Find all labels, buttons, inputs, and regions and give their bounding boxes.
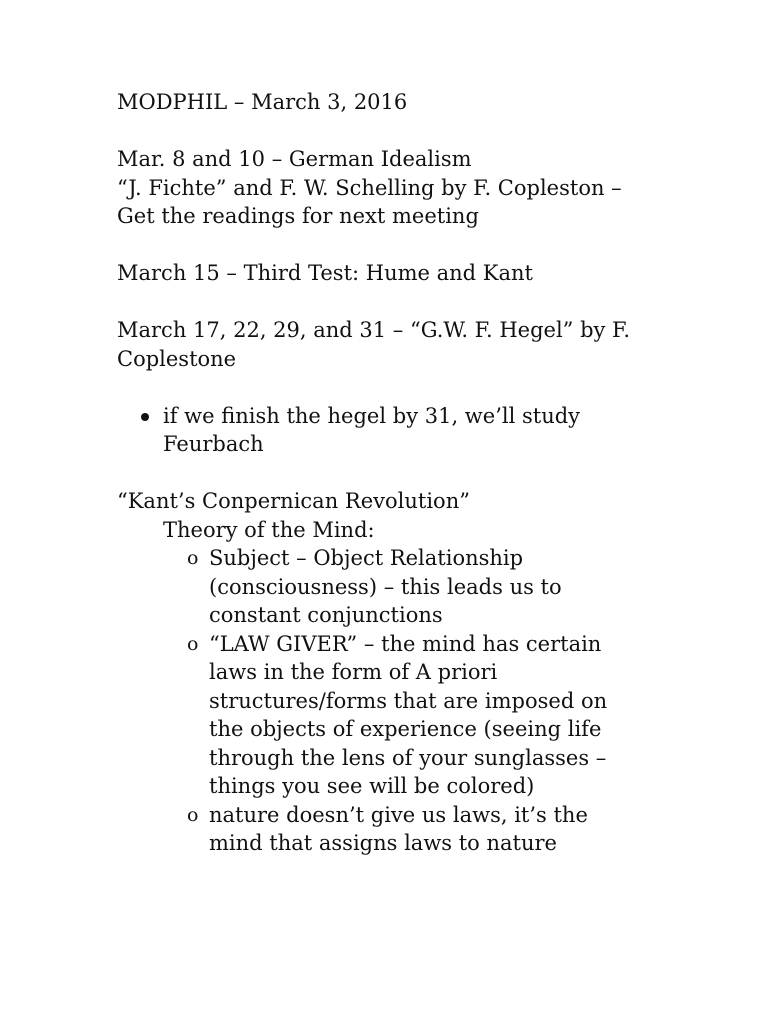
schedule-entry (117, 316, 677, 373)
sub-item-line: things you see will be colored) (209, 774, 535, 798)
sub-item-line: “LAW GIVER” – the mind has certain (209, 631, 602, 656)
sub-item-line: mind that assigns laws to nature (209, 831, 557, 855)
section-title: “Kant’s Conpernican Revolution” (117, 489, 470, 513)
hollow-circle-bullet-icon: o (187, 803, 199, 826)
bullet-item (117, 402, 677, 459)
schedule-entry (117, 145, 677, 231)
sub-item-line: laws in the form of A priori (209, 660, 498, 684)
bullet-icon (141, 413, 149, 421)
sub-list-item (117, 544, 677, 630)
hollow-circle-bullet-icon: o (187, 632, 199, 655)
schedule-line: Coplestone (117, 346, 237, 371)
spacer (117, 231, 677, 260)
document-title: MODPHIL – March 3, 2016 (117, 90, 408, 114)
schedule-entry (117, 259, 677, 288)
schedule-line: Get the readings for next meeting (117, 204, 479, 228)
document-body (117, 88, 677, 858)
spacer (117, 288, 677, 317)
sub-item-line: structures/forms that are imposed on (209, 688, 608, 713)
theory-heading: Theory of the Mind: (163, 517, 375, 542)
spacer (117, 459, 677, 488)
sub-item-line: constant conjunctions (209, 603, 443, 627)
spacer (117, 117, 677, 146)
schedule-line: March 15 – Third Test: Hume and Kant (117, 261, 533, 285)
sub-item-line: nature doesn’t give us laws, it’s the (209, 802, 588, 827)
hollow-circle-bullet-icon: o (187, 547, 199, 569)
sub-item-line: the objects of experience (seeing life (209, 717, 602, 741)
spacer (117, 373, 677, 402)
bullet-line: if we finish the hegel by 31, we’ll study (163, 403, 581, 428)
sub-item-line: Subject – Object Relationship (209, 546, 524, 570)
bullet-line: Feurbach (163, 432, 264, 456)
schedule-line: “J. Fichte” and F. W. Schelling by F. Copleston – (117, 175, 622, 200)
schedule-line: Mar. 8 and 10 – German Idealism (117, 147, 472, 171)
sub-list-item (117, 801, 677, 858)
sub-list-item (117, 630, 677, 801)
schedule-line: March 17, 22, 29, and 31 – “G.W. F. Hegel” by F. (117, 318, 631, 342)
sub-item-line: through the lens of your sunglasses – (209, 745, 607, 770)
sub-item-line: (consciousness) – this leads us to (209, 574, 562, 599)
